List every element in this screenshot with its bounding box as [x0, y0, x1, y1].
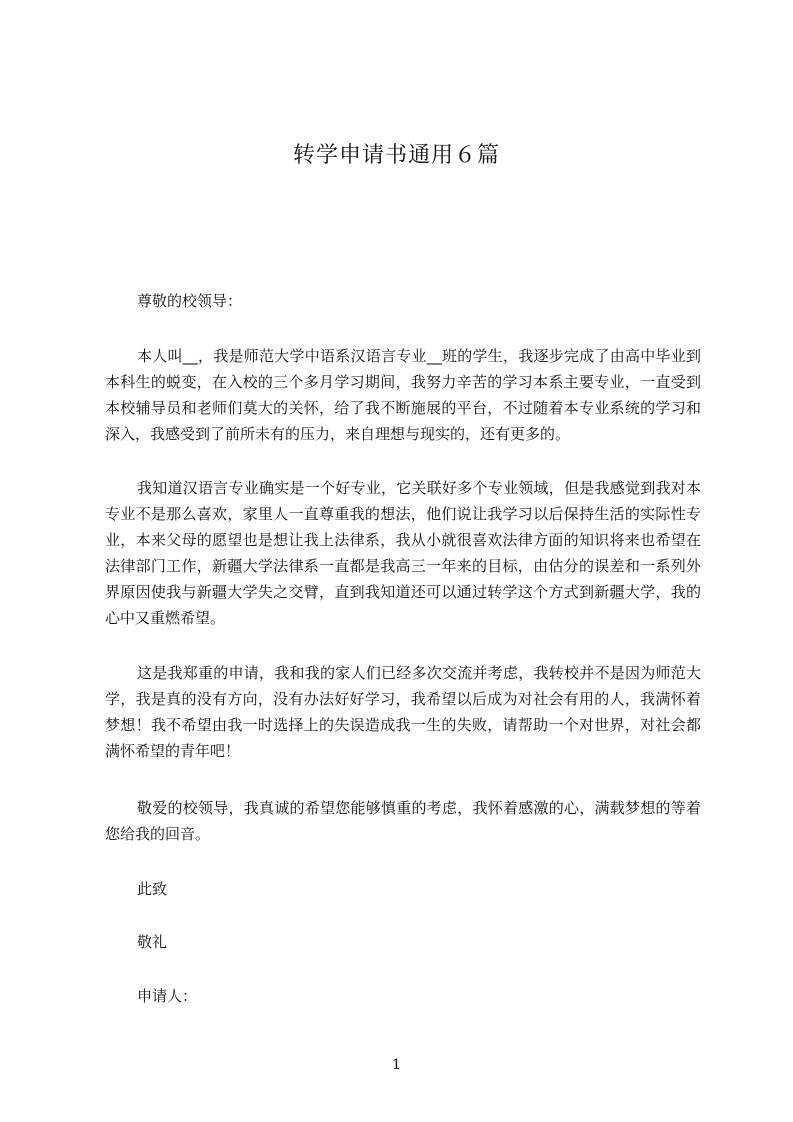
page-number: 1 — [392, 1057, 401, 1073]
closing-salute: 敬礼 — [137, 933, 168, 951]
document-title: 转学申请书通用６篇 — [292, 143, 500, 168]
applicant-label: 申请人： — [137, 987, 198, 1005]
closing-respectfully: 此致 — [137, 880, 168, 898]
salutation: 尊敬的校领导： — [137, 292, 243, 310]
paragraph-3: 这是我郑重的申请，我和我的家人们已经多次交流并考虑，我转校并不是因为师范大学，我是真的没有方向，没有办法好好学习，我希望以后成为对社会有用的人，我满怀着梦想！我不希望由我一时选择上的失误造成我一生的失败，请帮助一个对世界，对社会都满怀希望的青年吧！ — [105, 664, 701, 760]
paragraph-4: 敬爱的校领导，我真诚的希望您能够慎重的考虑，我怀着感激的心，满载梦想的等着您给我的回音。 — [105, 799, 701, 843]
paragraph-2: 我知道汉语言专业确实是一个好专业，它关联好多个专业领域，但是我感觉到我对本专业不是那么喜欢，家里人一直尊重我的想法，他们说让我学习以后保持生活的实际性专业，本来父母的愿望也是想让我上法律系，我从小就很喜欢法律方面的知识将来也希望在法律部门工作，新疆大学法律系一直都是我高三一年来的目标，由估分的误差和一系列外界原因使我与新疆大学失之交臂，直到我知道还可以通过转学这个方式到新疆大学，我的心中又重燃希望。 — [105, 479, 701, 627]
paragraph-1: 本人叫__，我是师范大学中语系汉语言专业__班的学生，我逐步完成了由高中毕业到本科生的蜕变，在入校的三个多月学习期间，我努力辛苦的学习本系主要专业，一直受到本校辅导员和老师们莫大的关怀，给了我不断施展的平台，不过随着本专业系统的学习和深入，我感受到了前所未有的压力，来自理想与现实的，还有更多的。 — [105, 347, 701, 443]
